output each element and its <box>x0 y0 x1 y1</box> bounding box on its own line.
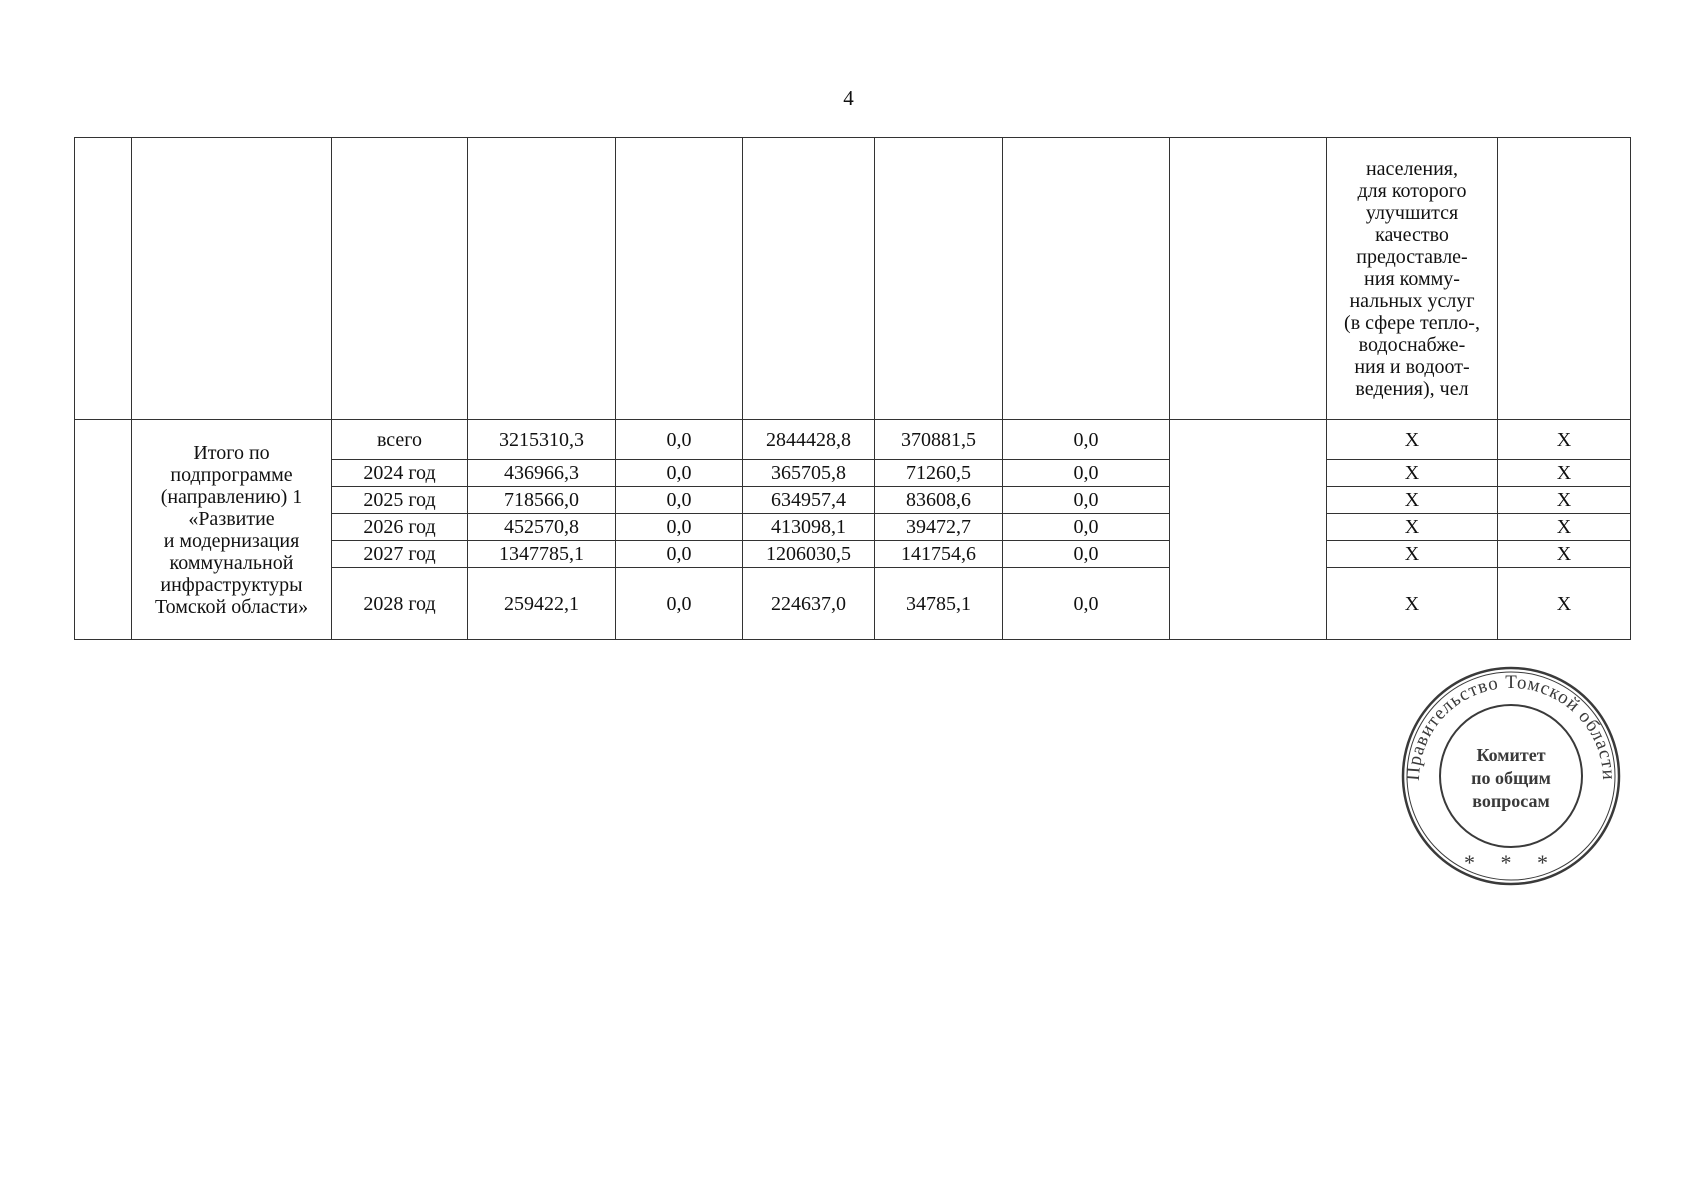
total-cell: 1347785,1 <box>468 541 616 568</box>
period-cell: 2024 год <box>332 460 468 487</box>
indicator-line: водоснабже- <box>1358 333 1466 356</box>
federal-cell: 0,0 <box>616 541 743 568</box>
indicator-line: нальных услуг <box>1349 289 1475 312</box>
indicator-line: ния и водоот- <box>1354 355 1470 378</box>
indicator-line: населения, <box>1365 157 1459 180</box>
regional-cell: 413098,1 <box>743 514 875 541</box>
indicator-line: ния комму- <box>1364 267 1460 290</box>
x-cell: X <box>1327 568 1498 640</box>
empty-cell <box>75 138 132 420</box>
regional-cell: 1206030,5 <box>743 541 875 568</box>
subtotal-title-line: коммунальной <box>169 551 294 574</box>
empty-cell <box>332 138 468 420</box>
regional-cell: 224637,0 <box>743 568 875 640</box>
regional-cell: 2844428,8 <box>743 420 875 460</box>
x-cell: X <box>1498 514 1631 541</box>
total-cell: 718566,0 <box>468 487 616 514</box>
indicator-line: улучшится <box>1365 201 1459 224</box>
subtotal-title-line: и модернизация <box>163 529 300 552</box>
empty-cell <box>616 138 743 420</box>
subtotal-title-line: «Развитие <box>188 507 275 530</box>
empty-cell <box>1170 138 1327 420</box>
total-cell: 452570,8 <box>468 514 616 541</box>
official-seal <box>1400 665 1622 887</box>
period-cell: всего <box>332 420 468 460</box>
total-cell: 436966,3 <box>468 460 616 487</box>
regional-cell: 634957,4 <box>743 487 875 514</box>
x-cell: X <box>1327 514 1498 541</box>
regional-cell: 365705,8 <box>743 460 875 487</box>
local-cell: 34785,1 <box>875 568 1003 640</box>
empty-cell <box>1170 420 1327 640</box>
page-number: 4 <box>843 86 854 110</box>
empty-cell <box>468 138 616 420</box>
empty-cell <box>75 420 132 640</box>
seal-center-line: вопросам <box>1472 791 1550 811</box>
period-cell: 2028 год <box>332 568 468 640</box>
period-cell: 2025 год <box>332 487 468 514</box>
local-cell: 141754,6 <box>875 541 1003 568</box>
federal-cell: 0,0 <box>616 460 743 487</box>
empty-cell <box>132 138 332 420</box>
subtotal-title-line: Томской области» <box>154 595 309 618</box>
x-cell: X <box>1498 568 1631 640</box>
x-cell: X <box>1327 420 1498 460</box>
subtotal-title-line: Итого по <box>193 441 270 464</box>
indicator-line: ведения), чел <box>1355 377 1469 400</box>
table-row <box>75 420 1631 460</box>
other-cell: 0,0 <box>1003 541 1170 568</box>
other-cell: 0,0 <box>1003 568 1170 640</box>
local-cell: 370881,5 <box>875 420 1003 460</box>
federal-cell: 0,0 <box>616 568 743 640</box>
x-cell: X <box>1327 541 1498 568</box>
x-cell: X <box>1498 420 1631 460</box>
other-cell: 0,0 <box>1003 487 1170 514</box>
federal-cell: 0,0 <box>616 420 743 460</box>
other-cell: 0,0 <box>1003 420 1170 460</box>
seal-stars: * * * <box>1464 850 1558 875</box>
indicator-line: (в сфере тепло-, <box>1344 311 1480 334</box>
subtotal-title-line: инфраструктуры <box>160 573 303 596</box>
subtotal-title-cell <box>132 420 332 640</box>
financing-table <box>74 137 1631 640</box>
empty-cell <box>743 138 875 420</box>
x-cell: X <box>1498 541 1631 568</box>
empty-cell <box>1003 138 1170 420</box>
seal-center-line: по общим <box>1471 768 1551 788</box>
empty-cell <box>875 138 1003 420</box>
indicator-line: качество <box>1375 223 1449 246</box>
federal-cell: 0,0 <box>616 514 743 541</box>
local-cell: 83608,6 <box>875 487 1003 514</box>
subtotal-title-line: подпрограмме <box>170 463 293 486</box>
other-cell: 0,0 <box>1003 514 1170 541</box>
total-cell: 259422,1 <box>468 568 616 640</box>
x-cell: X <box>1498 460 1631 487</box>
local-cell: 39472,7 <box>875 514 1003 541</box>
x-cell: X <box>1327 487 1498 514</box>
continuation-row <box>75 138 1631 420</box>
period-cell: 2027 год <box>332 541 468 568</box>
federal-cell: 0,0 <box>616 487 743 514</box>
x-cell: X <box>1327 460 1498 487</box>
other-cell: 0,0 <box>1003 460 1170 487</box>
period-cell: 2026 год <box>332 514 468 541</box>
seal-ring-textpath: Правительство Томской области <box>1402 671 1620 782</box>
total-cell: 3215310,3 <box>468 420 616 460</box>
x-cell: X <box>1498 487 1631 514</box>
indicator-line: для которого <box>1357 179 1467 202</box>
subtotal-title-line: (направлению) 1 <box>160 485 303 508</box>
local-cell: 71260,5 <box>875 460 1003 487</box>
indicator-cell <box>1327 138 1498 420</box>
seal-center-line: Комитет <box>1476 745 1546 765</box>
indicator-line: предоставле- <box>1356 245 1468 268</box>
empty-cell <box>1498 138 1631 420</box>
